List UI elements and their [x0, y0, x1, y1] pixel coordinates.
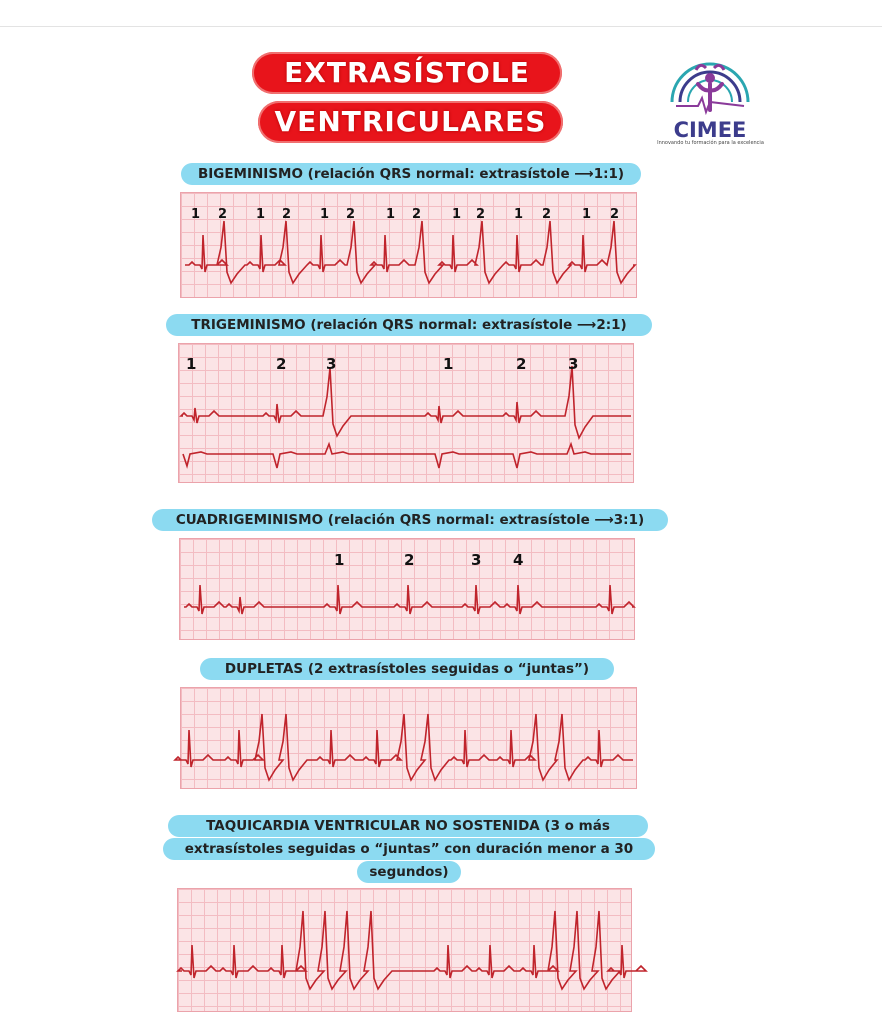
title-line-1: EXTRASÍSTOLE: [252, 52, 562, 94]
beat-number: 1: [256, 207, 266, 222]
logo-tagline: Innovando tu formación para la excelencia: [657, 140, 764, 146]
beat-number: 2: [412, 207, 422, 222]
logo-name: CIMEE: [673, 118, 747, 142]
ecg-trace-bigeminismo: [181, 193, 638, 299]
beat-number: 1: [334, 551, 345, 569]
beat-number: 2: [282, 207, 292, 222]
beat-number: 2: [516, 355, 527, 373]
top-divider: [0, 26, 882, 27]
beat-number: 2: [346, 207, 356, 222]
beat-number: 2: [610, 207, 620, 222]
beat-number: 2: [542, 207, 552, 222]
label-taquicardia-line-2: extrasístoles seguidas o “juntas” con duración menor a 30: [163, 838, 655, 860]
beat-number: 1: [191, 207, 201, 222]
label-taquicardia-line-3: segundos): [357, 861, 461, 883]
label-bigeminismo: BIGEMINISMO (relación QRS normal: extrasístole ⟶1:1): [181, 163, 641, 185]
label-trigeminismo: TRIGEMINISMO (relación QRS normal: extrasístole ⟶2:1): [166, 314, 652, 336]
beat-number: 3: [326, 355, 337, 373]
ecg-trace-dupletas: [181, 688, 638, 790]
ecg-strip-trigeminismo: [178, 343, 634, 483]
ecg-trace-trigeminismo: [179, 344, 635, 484]
beat-number: 3: [568, 355, 579, 373]
beat-number: 1: [320, 207, 330, 222]
label-cuadrigeminismo: CUADRIGEMINISMO (relación QRS normal: extrasístole ⟶3:1): [152, 509, 668, 531]
label-dupletas: DUPLETAS (2 extrasístoles seguidas o “juntas”): [200, 658, 614, 680]
beat-number: 1: [452, 207, 462, 222]
title-line-2: VENTRICULARES: [258, 101, 563, 143]
ecg-strip-dupletas: [180, 687, 637, 789]
beat-number: 2: [404, 551, 415, 569]
beat-number: 3: [471, 551, 482, 569]
ecg-strip-taquicardia: [177, 888, 632, 1012]
ecg-strip-bigeminismo: [180, 192, 637, 298]
beat-number: 2: [218, 207, 228, 222]
beat-number: 1: [514, 207, 524, 222]
beat-number: 1: [582, 207, 592, 222]
beat-number: 4: [513, 551, 524, 569]
label-taquicardia-line-1: TAQUICARDIA VENTRICULAR NO SOSTENIDA (3 o más: [168, 815, 648, 837]
beat-number: 1: [443, 355, 454, 373]
beat-number: 2: [476, 207, 486, 222]
beat-number: 1: [186, 355, 197, 373]
ecg-trace-taquicardia: [178, 889, 633, 1013]
beat-number: 2: [276, 355, 287, 373]
beat-number: 1: [386, 207, 396, 222]
